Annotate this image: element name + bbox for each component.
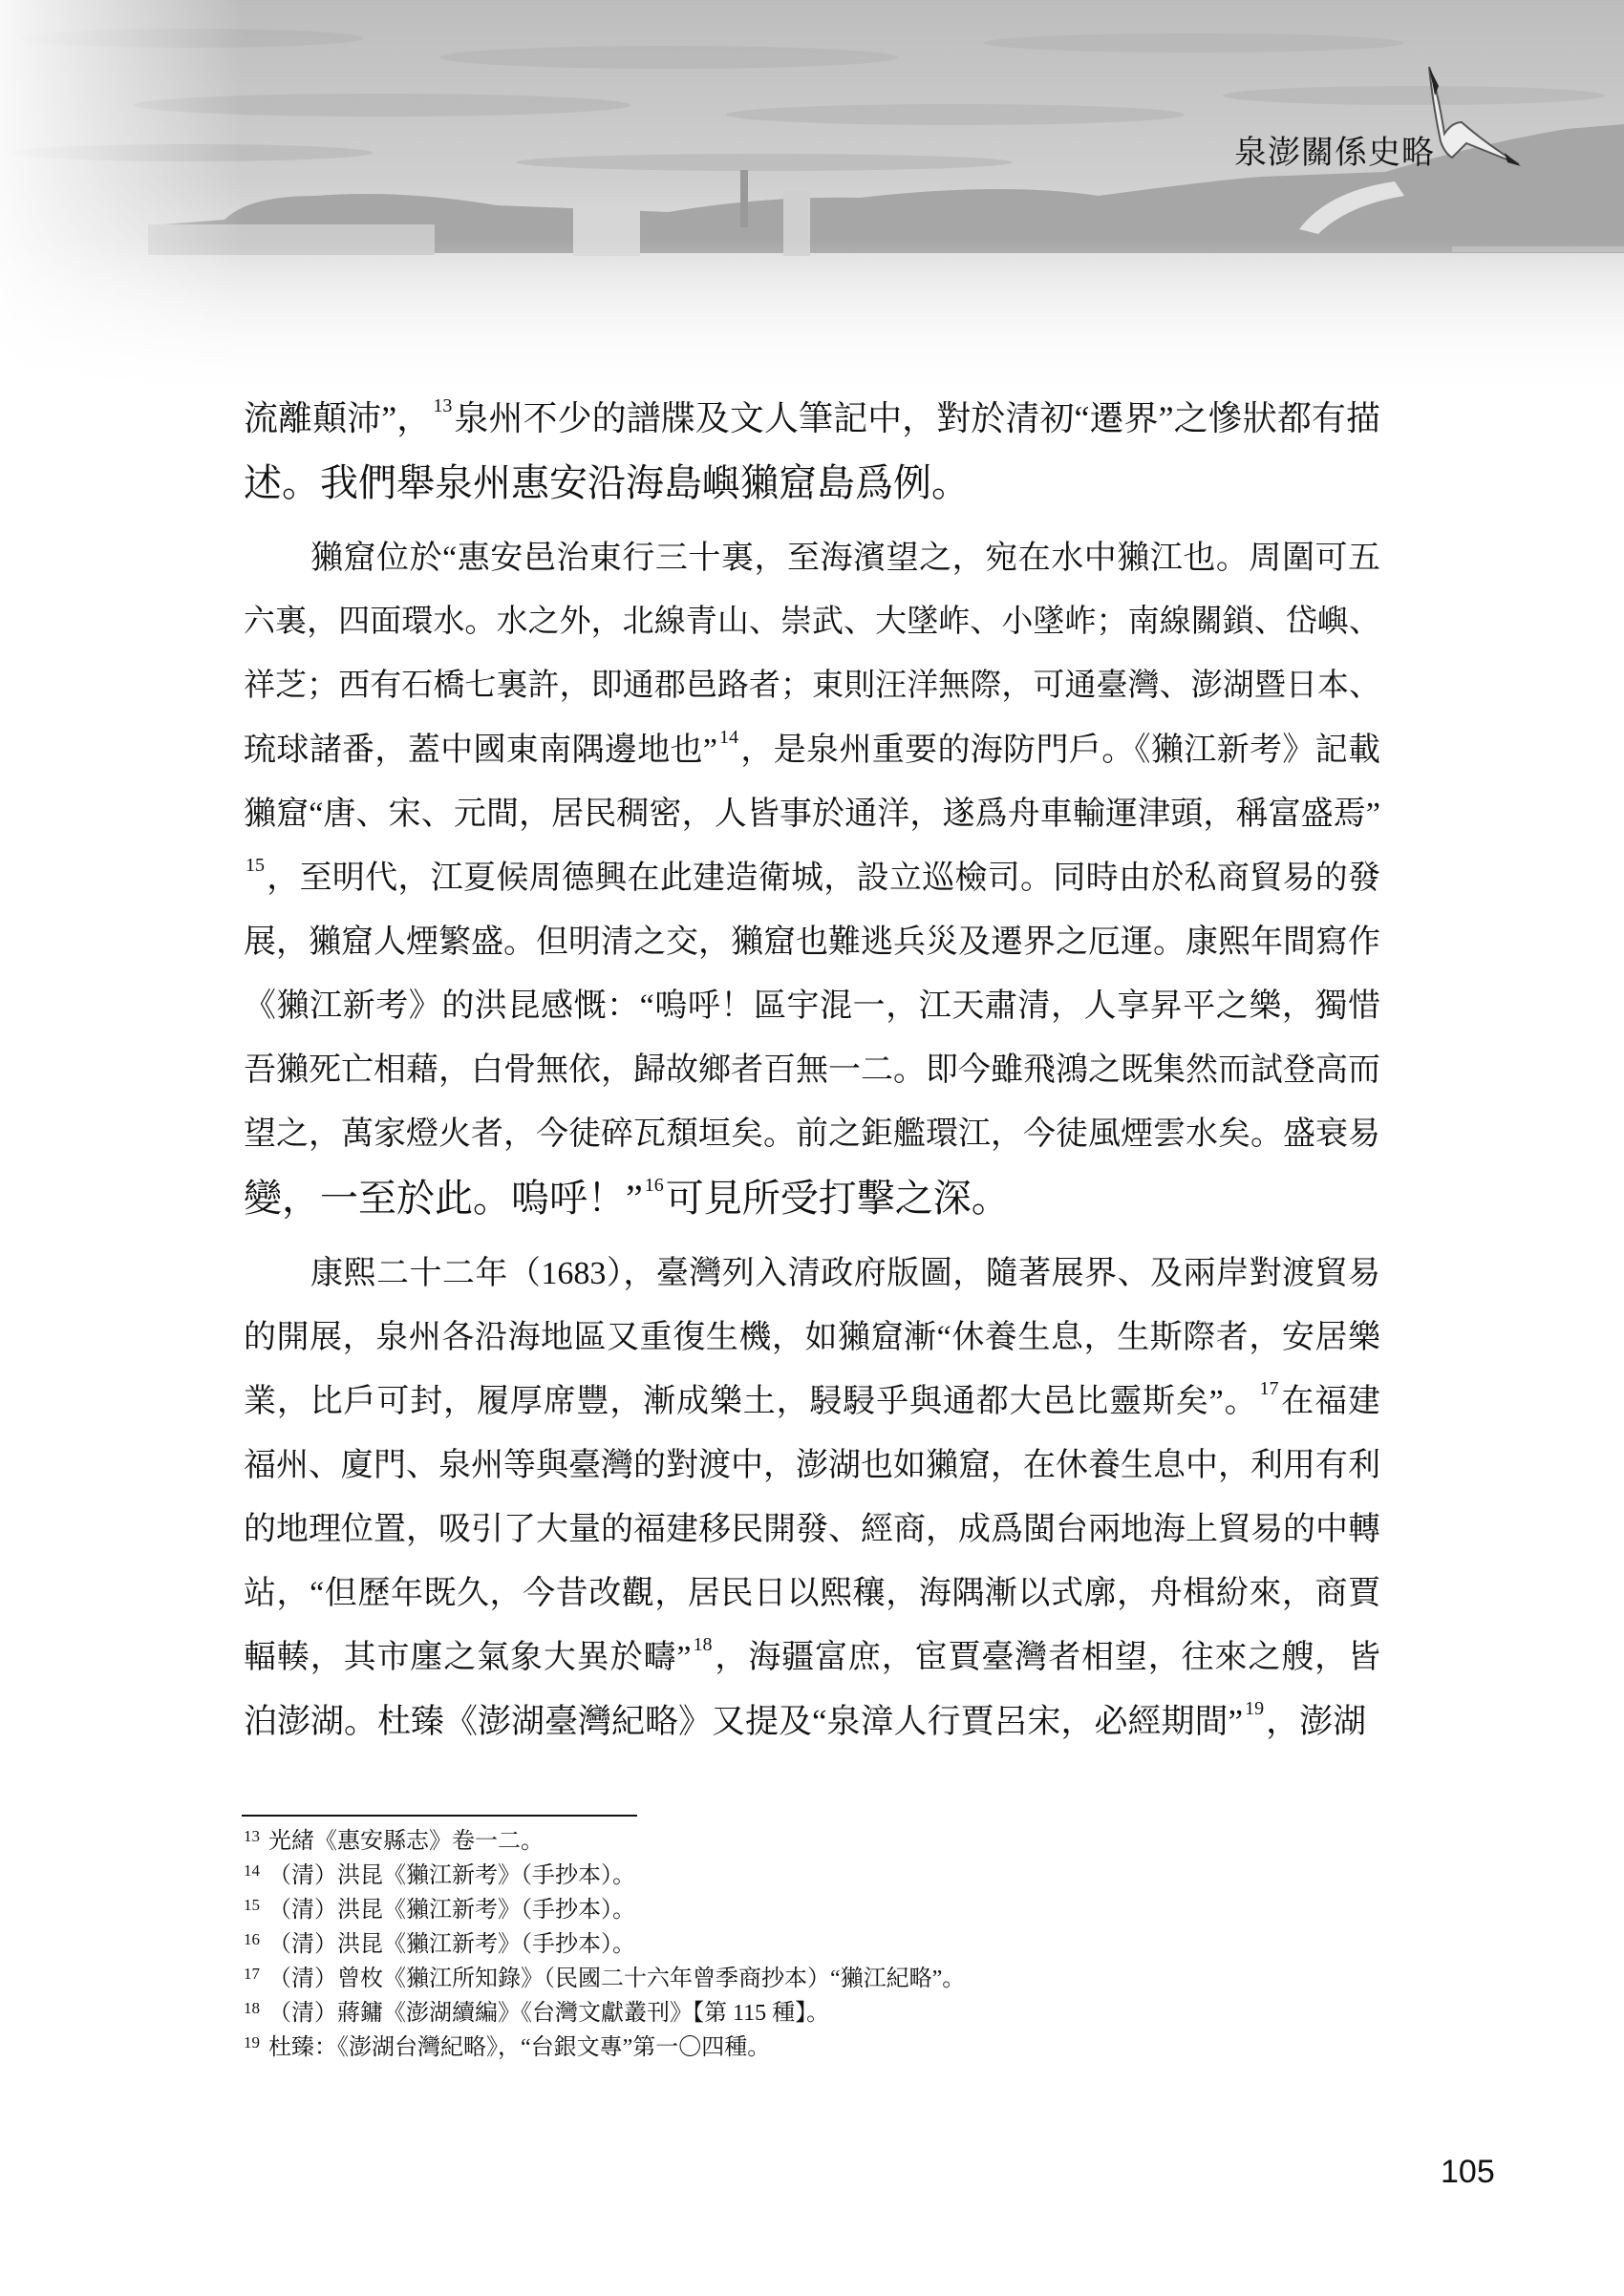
text-line bbox=[244, 974, 1380, 1038]
text-line bbox=[244, 782, 1380, 846]
text-run: 變，一至於此。嗚呼！” bbox=[244, 1177, 643, 1220]
text-line bbox=[244, 1038, 1380, 1102]
paragraph bbox=[244, 1242, 1380, 1754]
footnote-number: 18 bbox=[244, 1999, 260, 2017]
text-line bbox=[244, 1370, 1380, 1434]
footnote-number: 19 bbox=[244, 2033, 260, 2052]
footnote bbox=[244, 1824, 1294, 1859]
footnote-text: （清）洪昆《獺江新考》（手抄本）。 bbox=[268, 1932, 635, 1957]
text-run: 的開展，泉州各沿海地區又重復生機，如獺窟漸“休養生息，生斯際者，安居樂 bbox=[244, 1320, 1380, 1355]
text-line bbox=[244, 1242, 1380, 1306]
text-line bbox=[244, 451, 1380, 515]
footnote-ref: 16 bbox=[644, 1175, 664, 1196]
text-run: 述。我們舉泉州惠安沿海島嶼獺窟島爲例。 bbox=[244, 461, 970, 504]
footnote-ref: 17 bbox=[1259, 1378, 1279, 1399]
text-line bbox=[244, 1166, 1380, 1230]
footnote-ref: 18 bbox=[693, 1634, 713, 1655]
text-line bbox=[244, 1562, 1380, 1626]
text-run: ，至明代，江夏候周德興在此建造衛城，設立巡檢司。同時由於私商貿易的發 bbox=[267, 861, 1380, 896]
text-run: 可見所受打擊之深。 bbox=[665, 1177, 1010, 1220]
footnote bbox=[244, 1996, 1294, 2030]
paragraph bbox=[244, 387, 1380, 515]
footnote bbox=[244, 1859, 1294, 1893]
running-title: 泉澎關係史略 bbox=[1234, 135, 1435, 171]
text-line bbox=[244, 910, 1380, 974]
footnote-number: 16 bbox=[244, 1930, 260, 1948]
text-run: 流離顛沛”， bbox=[244, 399, 432, 437]
footnote-number: 15 bbox=[244, 1896, 260, 1914]
text-line bbox=[244, 1626, 1380, 1690]
footnote-number: 17 bbox=[244, 1965, 260, 1983]
footnote bbox=[244, 2030, 1294, 2065]
text-run: 在福建 bbox=[1280, 1384, 1381, 1419]
text-line bbox=[244, 718, 1380, 782]
footnote-ref: 19 bbox=[1245, 1698, 1265, 1719]
page-number: 105 bbox=[1441, 2154, 1495, 2190]
text-line bbox=[244, 1306, 1380, 1370]
text-run: 獺窟位於“惠安邑治東行三十裏，至海濱望之，宛在水中獺江也。周圍可五 bbox=[310, 541, 1380, 576]
text-line bbox=[244, 654, 1380, 718]
text-run: 輻輳，其市廛之氣象大異於疇” bbox=[244, 1640, 692, 1675]
body-text bbox=[244, 387, 1380, 1765]
paragraph bbox=[244, 526, 1380, 1230]
footnote-number: 14 bbox=[244, 1861, 260, 1880]
footnote-ref: 14 bbox=[719, 727, 738, 748]
text-run: 的地理位置，吸引了大量的福建移民開發、經商，成爲閩台兩地海上貿易的中轉 bbox=[244, 1512, 1380, 1547]
footnote bbox=[244, 1893, 1294, 1927]
text-run: ，海疆富庶，宦賈臺灣者相望，往來之艘，皆 bbox=[714, 1640, 1381, 1675]
text-run: 祥芝；西有石橋七裏許，即通郡邑路者；東則汪洋無際，可通臺灣、澎湖暨日本、 bbox=[244, 669, 1380, 703]
footnote bbox=[244, 1927, 1294, 1962]
footnotes bbox=[244, 1824, 1294, 2065]
text-line bbox=[244, 526, 1380, 590]
text-run: 泊澎湖。杜臻《澎湖臺灣紀略》又提及“泉漳人行賈呂宋，必經期間” bbox=[244, 1703, 1244, 1740]
footnote-ref: 13 bbox=[433, 395, 453, 416]
text-run: 琉球諸番，蓋中國東南隅邊地也” bbox=[244, 733, 717, 768]
header-banner bbox=[0, 0, 1624, 401]
text-run: 站，“但歷年既久，今昔改觀，居民日以熙穰，海隅漸以式廓，舟楫紛來，商賈 bbox=[244, 1576, 1380, 1611]
text-run: ，是泉州重要的海防門戶。《獺江新考》記載 bbox=[740, 733, 1381, 768]
text-run: 獺窟“唐、宋、元間，居民稠密，人皆事於通洋，遂爲舟車輸運津頭，稱富盛焉” bbox=[244, 797, 1380, 832]
text-run: 展，獺窟人煙繁盛。但明清之交，獺窟也難逃兵災及遷界之厄運。康熙年間寫作 bbox=[244, 925, 1380, 960]
text-run: 吾獺死亡相藉，白骨無依，歸故鄉者百無一二。即今雖飛鴻之既集然而試登高而 bbox=[244, 1052, 1380, 1088]
footnote bbox=[244, 1962, 1294, 1996]
footnote-divider bbox=[242, 1815, 637, 1817]
footnote-text: （清）曾枚《獺江所知錄》（民國二十六年曾季商抄本）“獺江紀略”。 bbox=[268, 1966, 966, 1991]
text-run: ，澎湖 bbox=[1266, 1703, 1367, 1740]
text-line bbox=[244, 1102, 1380, 1166]
footnote-text: 杜臻：《澎湖台灣紀略》，“台銀文專”第一〇四種。 bbox=[268, 2035, 771, 2060]
footnote-ref: 15 bbox=[246, 855, 265, 876]
text-run: 泉州不少的譜牒及文人筆記中，對於清初“遷界”之慘狀都有描 bbox=[454, 399, 1380, 437]
text-run: 六裏，四面環水。水之外，北線青山、崇武、大墜岞、小墜岞；南線關鎖、岱嶼、 bbox=[244, 605, 1380, 639]
text-line bbox=[244, 1498, 1380, 1562]
text-run: 望之，萬家燈火者，今徒碎瓦頹垣矣。前之鉅艦環江，今徒風煙雲水矣。盛衰易 bbox=[244, 1116, 1380, 1152]
text-run: 業，比戶可封，履厚席豐，漸成樂土，駸駸乎與通都大邑比靈斯矣”。 bbox=[244, 1384, 1258, 1419]
text-line bbox=[244, 387, 1380, 451]
text-line bbox=[244, 1690, 1380, 1754]
text-run: 康熙二十二年（1683），臺灣列入清政府版圖，隨著展界、及兩岸對渡貿易 bbox=[310, 1256, 1380, 1291]
text-run: 《獺江新考》的洪昆感慨：“嗚呼！區宇混一，江天肅清，人享昇平之樂，獨惜 bbox=[244, 989, 1380, 1024]
text-run: 福州、廈門、泉州等與臺灣的對渡中，澎湖也如獺窟，在休養生息中，利用有利 bbox=[244, 1448, 1380, 1483]
footnote-text: （清）蔣鏞《澎湖續編》《台灣文獻叢刊》【第 115 種】。 bbox=[268, 2001, 830, 2026]
footnote-number: 13 bbox=[244, 1827, 260, 1845]
footnote-text: 光緒《惠安縣志》卷一二。 bbox=[268, 1829, 544, 1854]
text-line bbox=[244, 846, 1380, 910]
footnote-text: （清）洪昆《獺江新考》（手抄本）。 bbox=[268, 1898, 635, 1923]
footnote-text: （清）洪昆《獺江新考》（手抄本）。 bbox=[268, 1863, 635, 1888]
text-line bbox=[244, 590, 1380, 654]
seascape-photo bbox=[0, 0, 1624, 401]
text-line bbox=[244, 1434, 1380, 1498]
